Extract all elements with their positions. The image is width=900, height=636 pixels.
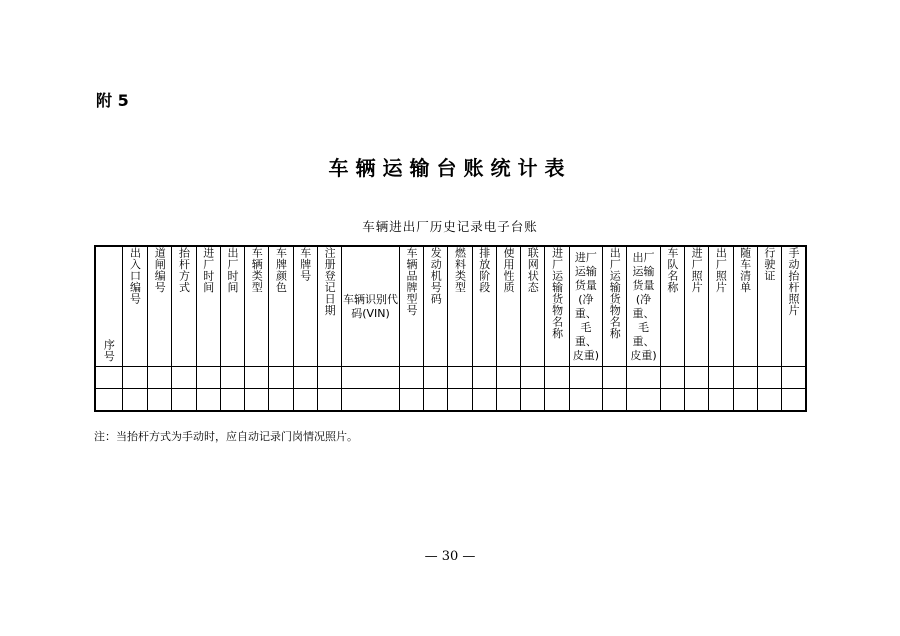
table-cell	[660, 367, 684, 389]
table-cell	[545, 367, 569, 389]
table-row	[95, 389, 806, 412]
document-title: 车辆运输台账统计表	[328, 156, 572, 180]
table-cell	[569, 389, 602, 412]
table-cell	[399, 389, 423, 412]
col-header-manual-lift-photo: 手动抬杆照片	[782, 246, 806, 367]
table-cell	[172, 389, 196, 412]
table-cell	[196, 367, 220, 389]
table-cell	[172, 367, 196, 389]
table-cell	[496, 389, 520, 412]
table-cell	[424, 389, 448, 412]
col-header-index: 序号	[95, 246, 122, 367]
table-cell	[782, 389, 806, 412]
col-header-exit-photo: 出厂照片	[709, 246, 733, 367]
table-cell	[245, 389, 269, 412]
table-cell	[342, 389, 400, 412]
table-cell	[317, 367, 341, 389]
col-header-inbound-weight: 进厂运输货量(净重、毛重、皮重)	[569, 246, 602, 367]
page-number: — 30 —	[424, 549, 476, 564]
col-header-entry-time: 进厂时间	[196, 246, 220, 367]
table-cell	[245, 367, 269, 389]
table-cell	[757, 389, 781, 412]
table-cell	[733, 367, 757, 389]
col-header-barrier-id: 道闸编号	[148, 246, 172, 367]
col-header-outbound-weight: 出厂运输货量(净重、毛重、皮重)	[627, 246, 660, 367]
table-cell	[782, 367, 806, 389]
table-cell	[269, 367, 293, 389]
col-header-inbound-goods: 进厂运输货物名称	[545, 246, 569, 367]
table-cell	[472, 389, 496, 412]
col-header-driving-license: 行驶证	[757, 246, 781, 367]
col-header-exit-time: 出厂时间	[220, 246, 244, 367]
header-row	[95, 246, 806, 367]
table-row	[95, 367, 806, 389]
table-cell	[660, 389, 684, 412]
col-header-registration-date: 注册登记日期	[317, 246, 341, 367]
table-cell	[196, 389, 220, 412]
table-cell	[424, 367, 448, 389]
footnote: 注：当抬杆方式为手动时，应自动记录门岗情况照片。	[94, 430, 358, 443]
table-cell	[709, 389, 733, 412]
table-cell	[521, 367, 545, 389]
table-cell	[448, 389, 472, 412]
table-cell	[521, 389, 545, 412]
table-cell	[709, 367, 733, 389]
table-cell	[496, 367, 520, 389]
col-header-network-status: 联网状态	[521, 246, 545, 367]
appendix-label: 附 5	[96, 91, 129, 110]
table-cell	[684, 367, 708, 389]
table-cell	[448, 367, 472, 389]
ledger-table	[94, 245, 807, 412]
col-header-gate-id: 出入口编号	[122, 246, 147, 367]
col-header-fuel-type: 燃料类型	[448, 246, 472, 367]
table-cell	[122, 367, 147, 389]
table-cell	[342, 367, 400, 389]
col-header-usage-nature: 使用性质	[496, 246, 520, 367]
col-header-engine-number: 发动机号码	[424, 246, 448, 367]
col-header-outbound-goods: 出厂运输货物名称	[603, 246, 627, 367]
table-cell	[569, 367, 602, 389]
col-header-emission-stage: 排放阶段	[472, 246, 496, 367]
table-cell	[148, 389, 172, 412]
col-header-plate-number: 车牌号	[293, 246, 317, 367]
table-cell	[399, 367, 423, 389]
table-cell	[220, 389, 244, 412]
table-cell	[603, 389, 627, 412]
table-cell	[733, 389, 757, 412]
table-cell	[627, 367, 660, 389]
table-cell	[95, 389, 122, 412]
table-cell	[545, 389, 569, 412]
table-cell	[95, 367, 122, 389]
table-subtitle: 车辆进出厂历史记录电子台账	[362, 219, 538, 234]
table-cell	[220, 367, 244, 389]
col-header-plate-color: 车牌颜色	[269, 246, 293, 367]
col-header-brand-model: 车辆品牌型号	[399, 246, 423, 367]
col-header-vehicle-type: 车辆类型	[245, 246, 269, 367]
table-cell	[122, 389, 147, 412]
col-header-cargo-list: 随车清单	[733, 246, 757, 367]
col-header-fleet-name: 车队名称	[660, 246, 684, 367]
table-cell	[293, 367, 317, 389]
table-cell	[148, 367, 172, 389]
table-cell	[317, 389, 341, 412]
table-cell	[293, 389, 317, 412]
table-cell	[757, 367, 781, 389]
col-header-vin: 车辆识别代码(VIN)	[342, 246, 400, 367]
table-cell	[627, 389, 660, 412]
table-cell	[472, 367, 496, 389]
table-cell	[269, 389, 293, 412]
col-header-lift-mode: 抬杆方式	[172, 246, 196, 367]
table-cell	[684, 389, 708, 412]
table-cell	[603, 367, 627, 389]
col-header-entry-photo: 进厂照片	[684, 246, 708, 367]
